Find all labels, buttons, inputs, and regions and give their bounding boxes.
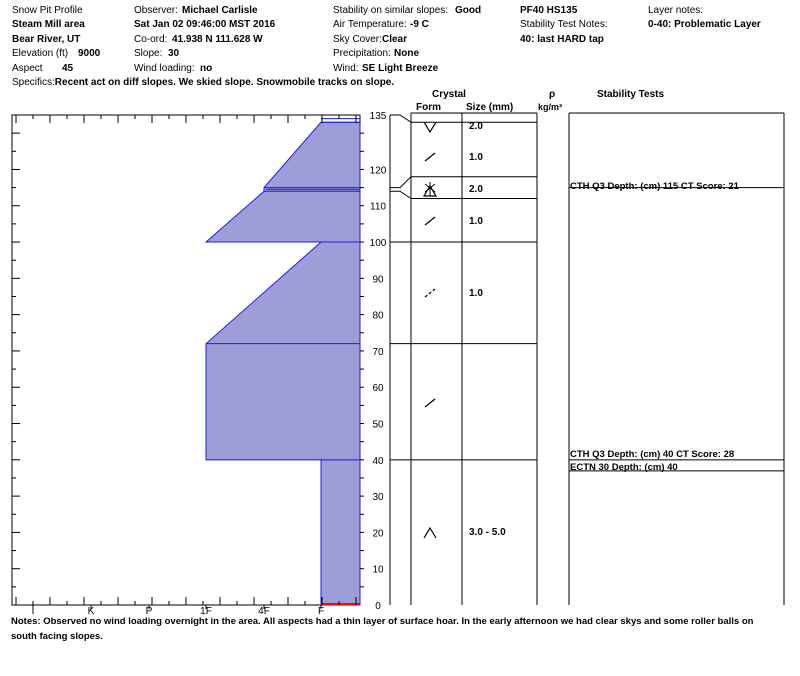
rho-unit-header: kg/m³: [538, 102, 563, 112]
depth-hoar-stroke: [424, 528, 436, 538]
slope-value: 30: [168, 48, 180, 59]
coord-value: 41.938 N 111.628 W: [172, 34, 263, 45]
depth-connector: [390, 191, 411, 198]
layer-size-label: 2.0: [469, 184, 483, 195]
crystal-header: Crystal: [432, 89, 466, 100]
stability-test-label: CTH Q3 Depth: (cm) 115 CT Score: 21: [570, 181, 739, 192]
depth-hoar-icon: [424, 528, 436, 538]
decomposing-icon: [425, 153, 435, 161]
rho-header: ρ: [549, 89, 556, 100]
facet-cup-icon: [424, 182, 436, 196]
stability-tests-header: Stability Tests: [597, 89, 665, 100]
form-header: Form: [416, 102, 441, 113]
size-header: Size (mm): [466, 102, 514, 113]
x-tick-label: 4F: [258, 606, 270, 617]
stab-notes-value: 40: last HARD tap: [520, 34, 604, 45]
specifics-value: Recent act on diff slopes. We skied slope. Snowmobile tracks on slope.: [54, 77, 395, 88]
y-tick-label: 100: [369, 238, 387, 250]
precip-value: None: [394, 48, 419, 59]
slope-label: Slope:: [134, 48, 163, 59]
x-tick-label: 1F: [200, 606, 212, 617]
depth-connector: [390, 177, 411, 188]
sky-label: Sky Cover:: [333, 34, 382, 45]
y-tick-label: 120: [369, 165, 387, 177]
y-tick-label: 70: [372, 346, 384, 358]
y-tick-label: 30: [372, 492, 384, 504]
rounded-icon: [425, 289, 435, 297]
y-tick-label: 90: [372, 274, 384, 286]
y-tick-label: 50: [372, 419, 384, 431]
x-tick-label: P: [145, 606, 153, 617]
decomposing-stroke: [425, 217, 435, 225]
y-tick-label: 0: [375, 601, 381, 612]
x-tick-label: I: [31, 606, 35, 617]
air-temp-value: -9 C: [410, 19, 429, 30]
layer-notes-value: 0-40: Problematic Layer: [648, 19, 761, 30]
decomposing-stroke: [425, 153, 435, 161]
notes: [11, 614, 771, 644]
location: Steam Mill area: [12, 19, 85, 30]
y-tick-label: 20: [372, 528, 384, 540]
coord-label: Co-ord:: [134, 34, 168, 45]
y-tick-label: 80: [372, 310, 384, 322]
y-tick-label: 10: [372, 564, 384, 576]
rounded-stroke: [425, 289, 435, 297]
layer-size-label: 1.0: [469, 152, 483, 163]
precip-label: Precipitation:: [333, 48, 391, 59]
stability-test-label: ECTN 30 Depth: (cm) 40: [570, 462, 678, 473]
layer-size-label: 3.0 - 5.0: [469, 527, 506, 538]
surface-hoar-icon: [424, 122, 436, 132]
stability-value: Good: [455, 5, 482, 16]
elevation-label: Elevation (ft): [12, 48, 69, 59]
date-value: Sat Jan 02 09:46:00 MST 2016: [134, 19, 276, 30]
wind-loading-value: no: [200, 63, 213, 74]
layer-size-label: 2.0: [469, 121, 483, 132]
specifics-label: Specifics:: [12, 77, 55, 88]
notes-label: Notes:: [11, 616, 41, 627]
elevation-value: 9000: [78, 48, 101, 59]
stability-test-label: CTH Q3 Depth: (cm) 40 CT Score: 28: [570, 449, 735, 460]
wind-label: Wind:: [333, 63, 359, 74]
layer-size-label: 1.0: [469, 288, 483, 299]
depth-connector: [390, 115, 411, 122]
pit-title: Snow Pit Profile: [12, 5, 83, 16]
air-temp-label: Air Temperature:: [333, 19, 407, 30]
y-tick-label: 110: [370, 201, 386, 213]
layer-size-label: 1.0: [469, 216, 483, 227]
surface-hoar-stroke: [424, 122, 436, 132]
stability-label: Stability on similar slopes:: [333, 5, 449, 16]
decomposing-icon: [425, 217, 435, 225]
notes-text: Observed no wind loading overnight in the area. All aspects had a thin layer of surface hoar. In the early afternoon we had clear skys and some roller balls on south facing slopes.: [11, 616, 754, 642]
observer-value: Michael Carlisle: [182, 5, 258, 16]
layer-notes-label: Layer notes:: [648, 5, 704, 16]
wind-value: SE Light Breeze: [362, 63, 439, 74]
region: Bear River, UT: [12, 34, 81, 45]
aspect-value: 45: [62, 63, 74, 74]
y-tick-label: 40: [372, 455, 384, 467]
decomposing-icon: [425, 399, 435, 407]
x-tick-label: K: [87, 606, 95, 617]
sky-value: Clear: [382, 34, 408, 45]
decomposing-stroke: [425, 399, 435, 407]
y-tick-label: 60: [372, 383, 384, 395]
y-tick-label: 135: [369, 111, 387, 122]
wind-loading-label: Wind loading:: [134, 63, 195, 74]
pf-hs: PF40 HS135: [520, 5, 578, 16]
aspect-label: Aspect: [12, 63, 43, 74]
x-tick-label: F: [317, 606, 325, 617]
stab-notes-label: Stability Test Notes:: [520, 19, 608, 30]
observer-label: Observer:: [134, 5, 178, 16]
